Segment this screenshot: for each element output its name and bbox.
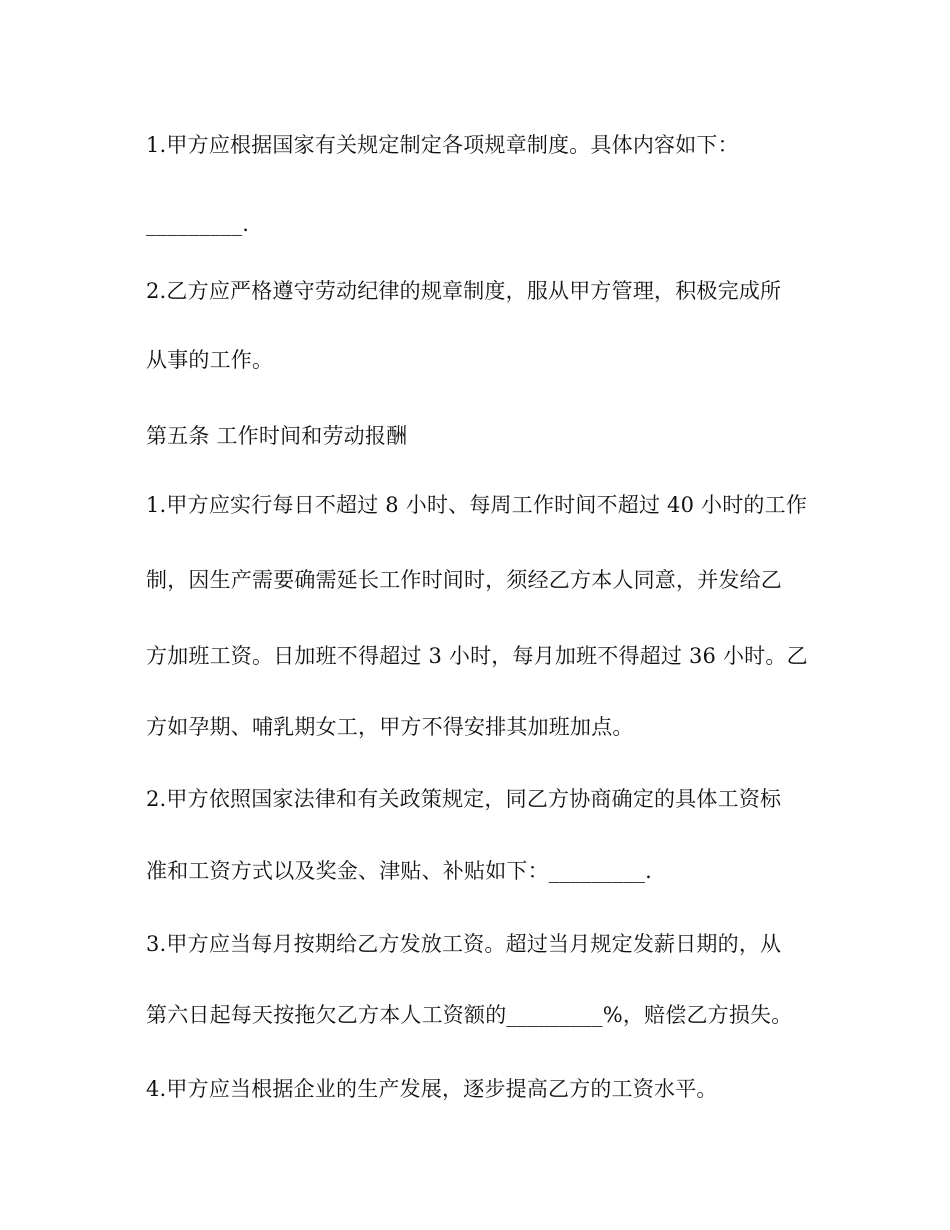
clause-4-item-1: 1.甲方应根据国家有关规定制定各项规章制度。具体内容如下： [146, 133, 739, 157]
clause-5-item-1-cont-3: 方如孕期、哺乳期女工，甲方不得安排其加班加点。 [146, 715, 634, 739]
clause-5-item-4: 4.甲方应当根据企业的生产发展，逐步提高乙方的工资水平。 [146, 1077, 718, 1101]
clause-5-heading: 第五条 工作时间和劳动报酬 [146, 424, 408, 448]
clause-5-item-1: 1.甲方应实行每日不超过 8 小时、每周工作时间不超过 40 小时的工作 [146, 493, 808, 517]
clause-4-item-2-cont: 从事的工作。 [146, 348, 274, 372]
clause-5-item-3-cont: 第六日起每天按拖欠乙方本人工资额的_________%，赔偿乙方损失。 [146, 1003, 793, 1027]
clause-5-item-2: 2.甲方依照国家法律和有关政策规定，同乙方协商确定的具体工资标 [146, 787, 782, 811]
clause-5-item-1-cont-2: 方加班工资。日加班不得超过 3 小时，每月加班不得超过 36 小时。乙 [146, 644, 808, 668]
clause-5-item-2-cont: 准和工资方式以及奖金、津贴、补贴如下：_________. [146, 859, 652, 883]
clause-5-item-1-cont-1: 制，因生产需要确需延长工作时间时，须经乙方本人同意，并发给乙 [146, 568, 782, 592]
clause-4-item-2: 2.乙方应严格遵守劳动纪律的规章制度，服从甲方管理，积极完成所 [146, 279, 782, 303]
clause-5-item-3: 3.甲方应当每月按期给乙方发放工资。超过当月规定发薪日期的，从 [146, 932, 782, 956]
clause-4-item-1-blank: _________. [146, 212, 250, 236]
